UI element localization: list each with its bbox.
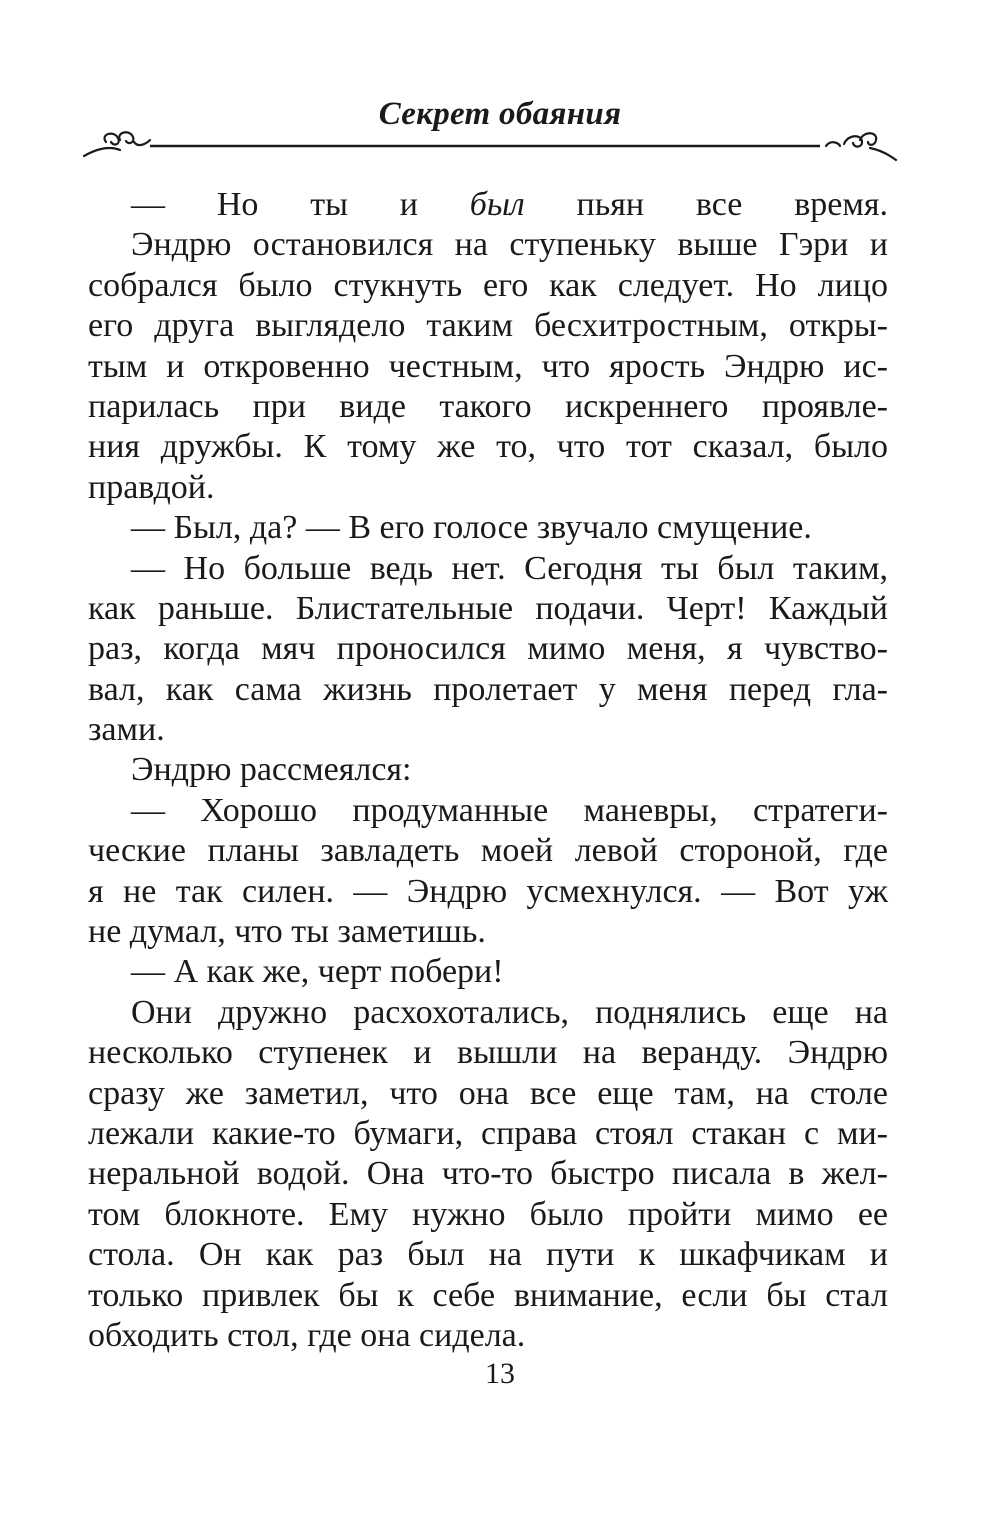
running-title: Секрет обаяния: [378, 96, 622, 132]
text-line: лежали какие-то бумаги, справа стоял стакан с ми-: [88, 1114, 888, 1152]
text-line: Эндрю рассмеялся:: [131, 751, 412, 789]
text-line: — А как же, черт побери!: [131, 953, 504, 991]
emphasis-word: был: [469, 186, 525, 223]
text-line: парилась при виде такого искреннего проявле-: [88, 387, 888, 425]
text-line: — Был, да? — В его голосе звучало смущение.: [131, 509, 812, 547]
header-ornament-rule: [80, 120, 900, 170]
text-line: несколько ступенек и вышли на веранду. Эндрю: [88, 1034, 888, 1072]
text-line: зами.: [88, 711, 165, 749]
text-line: как раньше. Блистательные подачи. Черт! Каждый: [88, 589, 888, 627]
text-line: тым и откровенно честным, что ярость Эндрю ис-: [88, 347, 888, 385]
text-line: раз, когда мяч проносился мимо меня, я чувство-: [88, 630, 888, 668]
text-line: — Хорошо продуманные маневры, стратеги-: [131, 791, 888, 829]
text-line: вал, как сама жизнь пролетает у меня перед гла-: [88, 670, 888, 708]
text-line: Они дружно расхохотались, поднялись еще на: [131, 993, 888, 1031]
text-line: сразу же заметил, что она все еще там, на столе: [88, 1074, 888, 1112]
text-line: я не так силен. — Эндрю усмехнулся. — Вот уж: [88, 872, 888, 910]
text-segment: пьян все время.: [524, 186, 888, 223]
text-line: стола. Он как раз был на пути к шкафчикам и: [88, 1236, 888, 1274]
text-line: правдой.: [88, 468, 215, 506]
right-flourish-icon: [826, 133, 896, 160]
text-line: не думал, что ты заметишь.: [88, 913, 486, 951]
text-segment: — Но ты и: [131, 186, 470, 223]
text-line: его друга выглядело таким бесхитростным, откры-: [88, 307, 888, 345]
text-line: [88, 185, 888, 225]
left-flourish-icon: [84, 132, 150, 156]
text-line: том блокноте. Ему нужно было пройти мимо ее: [88, 1195, 888, 1233]
text-line: собрался было стукнуть его как следует. Но лицо: [88, 266, 888, 304]
body-text: [88, 185, 888, 1356]
text-line: только привлек бы к себе внимание, если бы стал: [88, 1276, 888, 1314]
text-line: обходить стол, где она сидела.: [88, 1316, 526, 1354]
text-line: — Но больше ведь нет. Сегодня ты был таким,: [131, 549, 888, 587]
text-line: неральной водой. Она что-то быстро писала в жел-: [88, 1155, 888, 1193]
page-number: 13: [485, 1357, 515, 1390]
text-line: ческие планы завладеть моей левой стороной, где: [88, 832, 888, 870]
text-line: Эндрю остановился на ступеньку выше Гэри и: [131, 226, 888, 264]
text-line: ния дружбы. К тому же то, что тот сказал, было: [88, 428, 888, 466]
